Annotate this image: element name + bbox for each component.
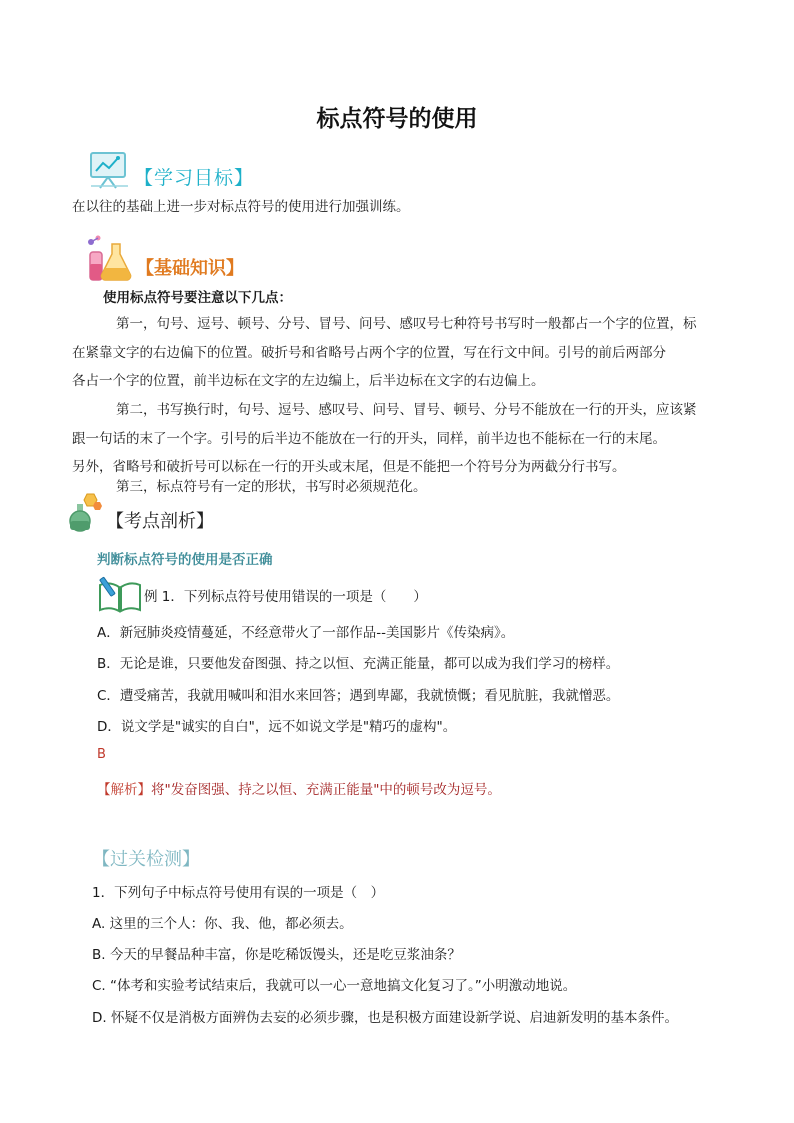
basics-point-3: 第三，标点符号有一定的形状，书写时必须规范化。 bbox=[116, 479, 427, 495]
section-label-objectives: 【学习目标】 bbox=[134, 167, 255, 189]
pencil-book-icon bbox=[97, 575, 143, 613]
basics-point-1-line-2: 在紧靠文字的右边偏下的位置。破折号和省略号占两个字的位置，写在行文中间。引号的前后两部分 bbox=[72, 344, 666, 361]
basics-heading: 使用标点符号要注意以下几点： bbox=[103, 290, 292, 306]
check-option-b: B. 今天的早餐品种丰富，你是吃稀饭馒头，还是吃豆浆油条？ bbox=[92, 947, 461, 963]
basics-point-2-line-3: 另外，省略号和破折号可以标在一行的开头或末尾，但是不能把一个符号分为两截分行书写。 bbox=[72, 459, 626, 475]
objectives-text: 在以往的基础上进一步对标点符号的使用进行加强训练。 bbox=[72, 199, 410, 215]
check-question: 1．下列句子中标点符号使用有误的一项是（ ） bbox=[92, 885, 385, 901]
example-question: 例 1．下列标点符号使用错误的一项是（ ） bbox=[144, 589, 427, 605]
basics-point-2-line-2: 跟一句话的末了一个字。引号的后半边不能放在一行的开头，同样，前半边也不能标在一行的末尾。 bbox=[72, 430, 666, 447]
basics-point-2 bbox=[72, 396, 732, 482]
example-option-a: A．新冠肺炎疫情蔓延，不经意带火了一部作品--美国影片《传染病》。 bbox=[97, 625, 515, 641]
example-explanation bbox=[97, 778, 501, 798]
basics-point-1-line-1: 第一，句号、逗号、顿号、分号、冒号、问号、感叹号七种符号书写时一般都占一个字的位置，标 bbox=[116, 316, 697, 332]
check-option-c: C. “体考和实验考试结束后，我就可以一心一意地搞文化复习了。”小明激动地说。 bbox=[92, 978, 577, 994]
page-title: 标点符号的使用 bbox=[316, 106, 478, 132]
check-option-a: A. 这里的三个人：你、我、他，都必须去。 bbox=[92, 916, 353, 932]
explanation-tag: 【解析】 bbox=[97, 782, 151, 798]
basics-point-2-line-1: 第二，书写换行时，句号、逗号、感叹号、问号、冒号、顿号、分号不能放在一行的开头，应该紧 bbox=[116, 402, 697, 418]
example-option-b: B．无论是谁，只要他发奋图强、持之以恒、充满正能量，都可以成为我们学习的榜样。 bbox=[97, 656, 620, 672]
explanation-text: 将"发奋图强、持之以恒、充满正能量"中的顿号改为逗号。 bbox=[151, 782, 501, 798]
section-label-check: 【过关检测】 bbox=[92, 849, 200, 870]
example-option-c: C．遭受痛苦，我就用喊叫和泪水来回答；遇到卑鄙，我就愤慨；看见肮脏，我就憎恶。 bbox=[97, 688, 620, 704]
analysis-subheading: 判断标点符号的使用是否正确 bbox=[97, 552, 273, 568]
example-answer: B bbox=[97, 747, 106, 762]
check-option-d: D. 怀疑不仅是消极方面辨伪去妄的必须步骤，也是积极方面建设新学说、启迪新发明的基本条件。 bbox=[92, 1010, 678, 1026]
chemistry-flask-icon bbox=[84, 234, 134, 284]
presentation-board-icon bbox=[88, 150, 130, 190]
basics-point-1-line-3: 各占一个字的位置，前半边标在文字的左边编上，后半边标在文字的右边偏上。 bbox=[72, 373, 545, 389]
basics-point-1 bbox=[72, 310, 732, 396]
section-label-analysis: 【考点剖析】 bbox=[106, 511, 214, 532]
example-option-d: D．说文学是"诚实的自白"，远不如说文学是"精巧的虚构"。 bbox=[97, 719, 457, 735]
section-label-basics: 【基础知识】 bbox=[136, 258, 244, 279]
lab-bottle-icon bbox=[66, 490, 106, 532]
